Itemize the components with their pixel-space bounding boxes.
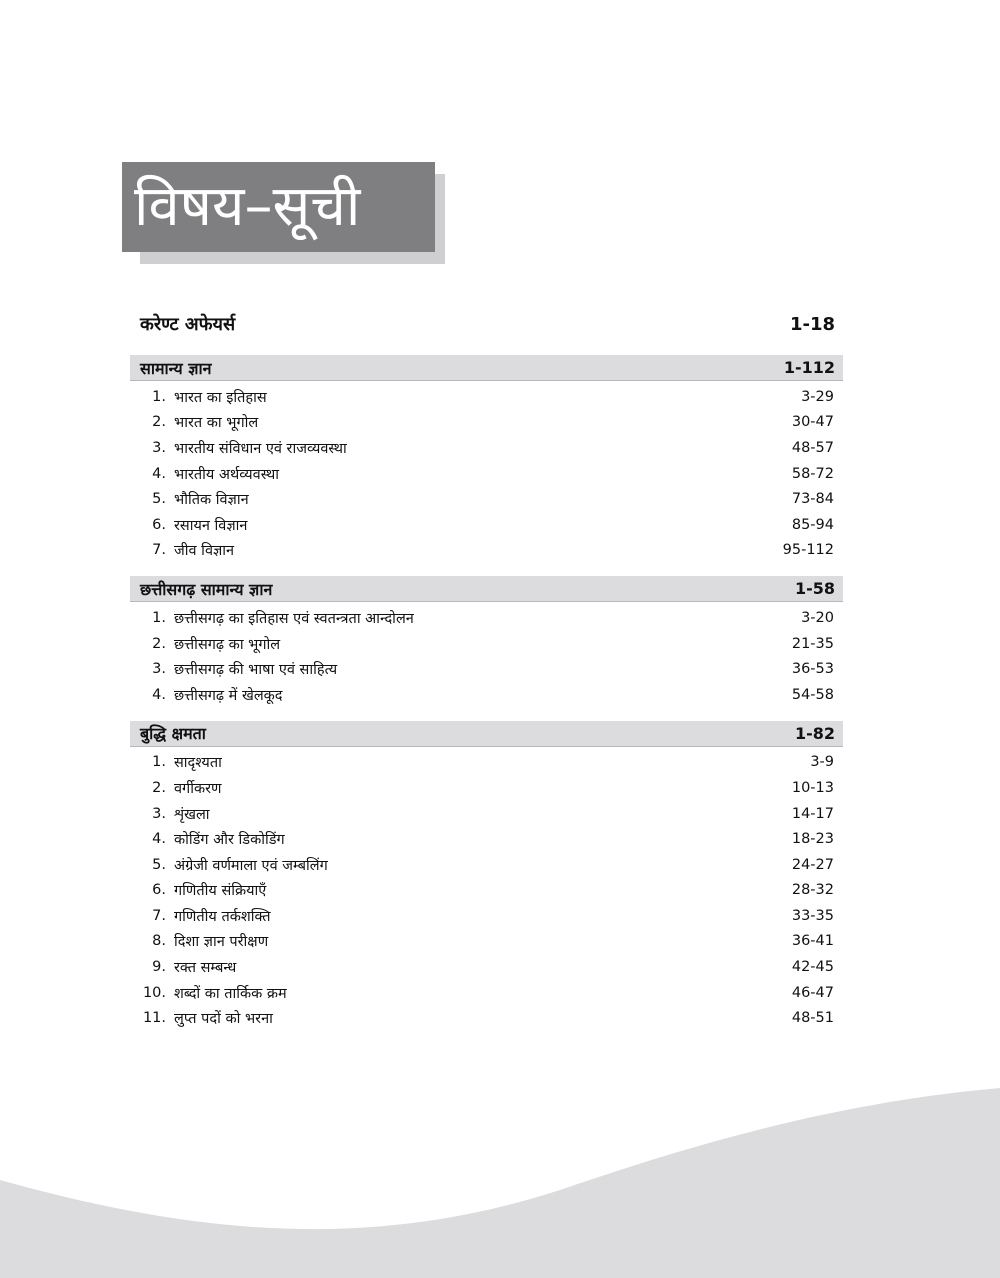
toc-row-label: जीव विज्ञान — [174, 543, 235, 560]
toc-row-number: 10. — [142, 984, 166, 1001]
toc-row-label: गणितीय संक्रियाएँ — [174, 883, 267, 900]
toc-row-number: 11. — [142, 1010, 166, 1027]
toc-row-number: 7. — [152, 907, 166, 924]
toc-row-number: 9. — [152, 959, 166, 976]
toc-row-label: भारतीय अर्थव्यवस्था — [174, 466, 280, 483]
toc-row-number: 1. — [152, 388, 166, 405]
decorative-wave — [0, 1080, 1000, 1278]
toc-row-number: 4. — [152, 686, 166, 703]
toc-row[interactable] — [130, 538, 843, 564]
section-heading-pages: 1-58 — [794, 579, 835, 599]
toc-row-label: वर्गीकरण — [174, 780, 222, 797]
toc-row[interactable] — [130, 903, 843, 929]
toc-row-label: रसायन विज्ञान — [174, 517, 248, 534]
page-title: विषय–सूची — [122, 162, 435, 252]
toc-row-pages: 3-20 — [801, 609, 834, 626]
toc-row-number: 1. — [152, 754, 166, 771]
toc-row-pages: 58-72 — [791, 465, 834, 482]
toc-row-pages: 95-112 — [782, 542, 834, 559]
toc-row[interactable] — [130, 656, 843, 682]
toc-row[interactable] — [130, 929, 843, 955]
toc-row-label: छत्तीसगढ़ का इतिहास एवं स्वतन्त्रता आन्दोलन — [174, 610, 414, 627]
toc-row-label: छत्तीसगढ़ में खेलकूद — [174, 687, 283, 704]
toc-section-reasoning — [130, 721, 843, 1032]
section-heading-label: सामान्य ज्ञान — [140, 358, 212, 378]
toc-row-label: दिशा ज्ञान परीक्षण — [174, 934, 269, 951]
toc-row-label: सादृश्यता — [174, 755, 222, 772]
toc-row-label: भारतीय संविधान एवं राजव्यवस्था — [174, 440, 347, 457]
toc-row-label: भारत का इतिहास — [174, 389, 267, 406]
table-of-contents — [130, 309, 843, 1044]
toc-row-number: 5. — [152, 856, 166, 873]
toc-row-pages: 3-29 — [801, 388, 834, 405]
toc-row[interactable] — [130, 750, 843, 776]
toc-row-label: भौतिक विज्ञान — [174, 492, 249, 509]
toc-row-number: 7. — [152, 542, 166, 559]
toc-entry-pages: 1-18 — [789, 313, 835, 335]
section-heading-label: बुद्धि क्षमता — [140, 724, 206, 744]
toc-row-label: छत्तीसगढ़ की भाषा एवं साहित्य — [174, 662, 338, 679]
toc-row-pages: 14-17 — [791, 805, 834, 822]
toc-row-number: 6. — [152, 516, 166, 533]
toc-entry-current-affairs[interactable] — [130, 309, 843, 339]
toc-row[interactable] — [130, 878, 843, 904]
section-heading[interactable] — [130, 721, 843, 747]
toc-row[interactable] — [130, 801, 843, 827]
toc-row-number: 6. — [152, 882, 166, 899]
toc-row-number: 2. — [152, 414, 166, 431]
toc-row-number: 4. — [152, 831, 166, 848]
toc-row-label: रक्त सम्बन्ध — [174, 960, 237, 977]
toc-row[interactable] — [130, 852, 843, 878]
toc-row-number: 3. — [152, 439, 166, 456]
toc-row[interactable] — [130, 631, 843, 657]
toc-row-label: छत्तीसगढ़ का भूगोल — [174, 636, 281, 653]
toc-row-pages: 85-94 — [791, 516, 834, 533]
toc-row-label: लुप्त पदों को भरना — [174, 1011, 273, 1028]
section-heading-pages: 1-82 — [794, 723, 835, 743]
toc-row[interactable] — [130, 605, 843, 631]
toc-row-pages: 18-23 — [791, 831, 834, 848]
toc-row[interactable] — [130, 1005, 843, 1031]
toc-section-general-knowledge — [130, 355, 843, 563]
toc-row-number: 8. — [152, 933, 166, 950]
toc-row-pages: 36-41 — [791, 933, 834, 950]
toc-row-pages: 3-9 — [810, 754, 834, 771]
toc-row[interactable] — [130, 826, 843, 852]
toc-row-number: 5. — [152, 491, 166, 508]
toc-row-label: शृंखला — [174, 806, 210, 823]
toc-row-pages: 10-13 — [791, 779, 834, 796]
toc-row[interactable] — [130, 384, 843, 410]
toc-entry-label: करेण्ट अफेयर्स — [140, 314, 236, 335]
toc-row-pages: 36-53 — [791, 661, 834, 678]
toc-row[interactable] — [130, 775, 843, 801]
toc-row-number: 3. — [152, 805, 166, 822]
toc-row-pages: 33-35 — [791, 907, 834, 924]
section-heading-pages: 1-112 — [783, 358, 835, 377]
toc-row[interactable] — [130, 486, 843, 512]
toc-section-chhattisgarh-gk — [130, 576, 843, 707]
toc-row-pages: 48-51 — [791, 1010, 834, 1027]
toc-row-number: 1. — [152, 609, 166, 626]
toc-row-label: कोडिंग और डिकोडिंग — [174, 832, 285, 849]
toc-row-number: 2. — [152, 635, 166, 652]
toc-row-number: 2. — [152, 779, 166, 796]
toc-row-number: 3. — [152, 661, 166, 678]
wave-shape — [0, 1088, 1000, 1278]
toc-row-pages: 46-47 — [791, 984, 834, 1001]
toc-row[interactable] — [130, 954, 843, 980]
section-heading[interactable] — [130, 355, 843, 381]
toc-row-pages: 42-45 — [791, 959, 834, 976]
toc-row-pages: 54-58 — [791, 686, 834, 703]
toc-row-pages: 30-47 — [791, 414, 834, 431]
toc-row-pages: 21-35 — [791, 635, 834, 652]
toc-row[interactable] — [130, 461, 843, 487]
section-heading-label: छत्तीसगढ़ सामान्य ज्ञान — [140, 579, 273, 599]
toc-row[interactable] — [130, 682, 843, 708]
toc-row-number: 4. — [152, 465, 166, 482]
toc-row-pages: 48-57 — [791, 439, 834, 456]
toc-row-pages: 73-84 — [791, 491, 834, 508]
section-heading[interactable] — [130, 576, 843, 602]
toc-row-label: अंग्रेजी वर्णमाला एवं जम्बलिंग — [174, 857, 328, 874]
toc-row[interactable] — [130, 980, 843, 1006]
toc-row[interactable] — [130, 435, 843, 461]
toc-row-label: गणितीय तर्कशक्ति — [174, 908, 271, 925]
toc-row-label: भारत का भूगोल — [174, 415, 259, 432]
toc-row-pages: 28-32 — [791, 882, 834, 899]
toc-row[interactable] — [130, 512, 843, 538]
toc-row-label: शब्दों का तार्किक क्रम — [174, 985, 287, 1002]
toc-row[interactable] — [130, 410, 843, 436]
title-block — [122, 162, 445, 264]
toc-row-pages: 24-27 — [791, 856, 834, 873]
